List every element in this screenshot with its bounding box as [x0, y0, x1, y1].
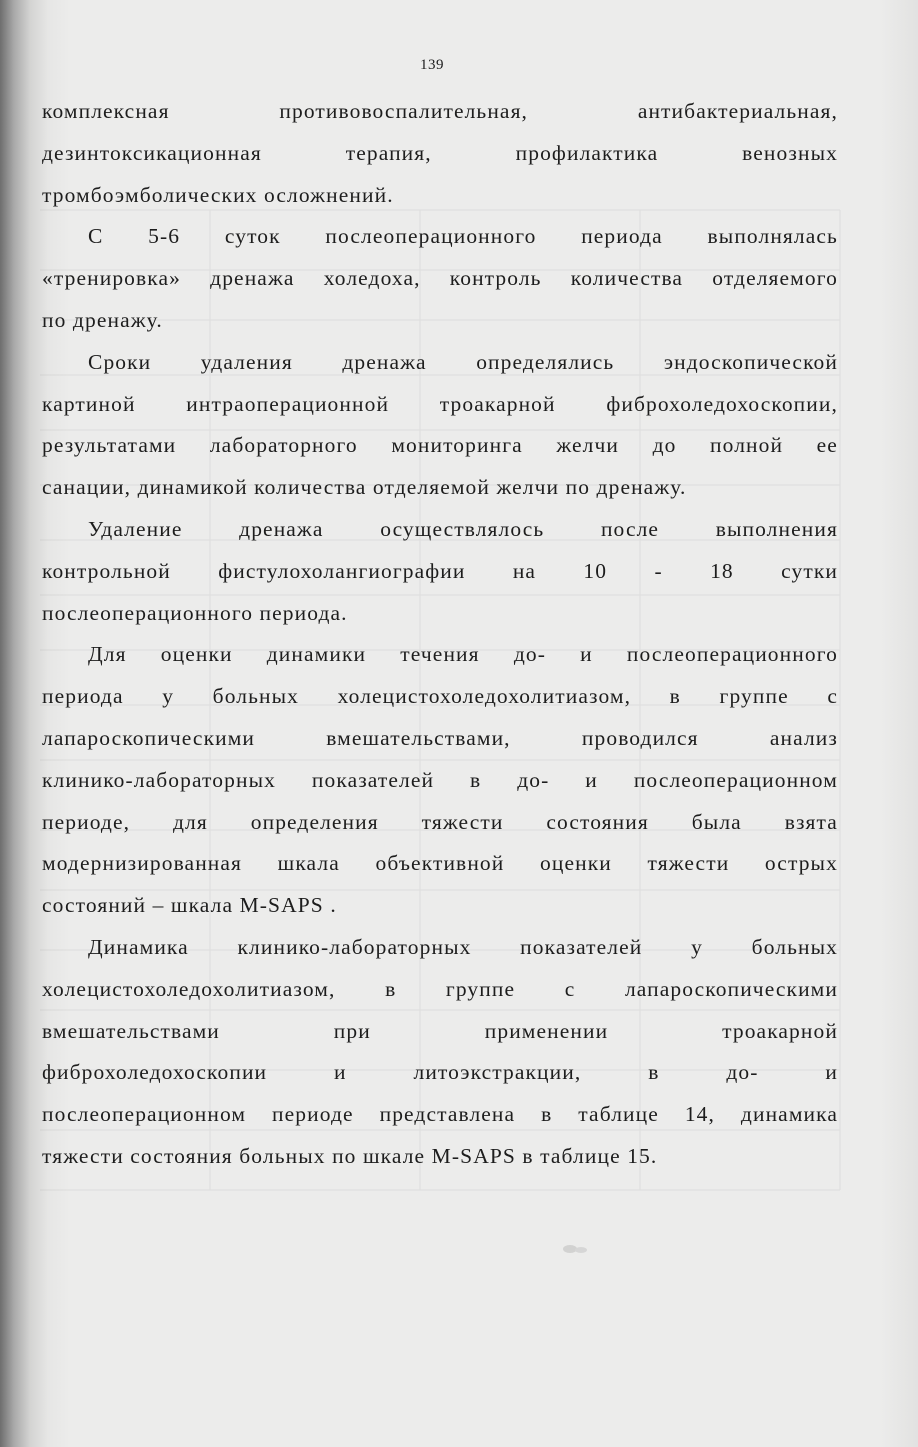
text-line: [42, 760, 838, 802]
word: определения: [250, 809, 379, 834]
word: лапароскопическими: [42, 725, 256, 750]
text-line: [42, 802, 838, 844]
word: послеоперационного: [626, 642, 838, 667]
paragraph: [42, 927, 838, 1178]
word: клинико-лабораторных: [237, 934, 472, 959]
body-text: [42, 91, 838, 1178]
word: картиной: [42, 391, 136, 416]
text-line: [42, 1011, 838, 1053]
text-line: [42, 634, 838, 676]
word: при: [333, 1018, 371, 1043]
word: в: [648, 1060, 660, 1085]
word: таблице: [578, 1102, 659, 1127]
word: у: [691, 934, 703, 959]
word: желчи: [556, 433, 619, 458]
word: и: [334, 1060, 347, 1085]
word: в: [385, 976, 397, 1001]
word: мониторинга: [391, 433, 523, 458]
word: у: [162, 684, 175, 709]
word: динамика: [740, 1102, 838, 1127]
word: до: [652, 433, 677, 458]
text-line: [42, 1052, 838, 1094]
word: фиброхоледохоскопии,: [606, 391, 838, 416]
word: холедоха,: [323, 266, 421, 291]
word: клинико-лабораторных: [42, 767, 276, 792]
word: до-: [517, 767, 550, 792]
word: вмешательствами,: [326, 725, 511, 750]
word: шкала: [277, 851, 340, 876]
text-line: [42, 258, 838, 300]
text-line: [42, 133, 838, 175]
word: литоэкстракции,: [413, 1060, 582, 1085]
word: венозных: [742, 140, 838, 165]
word: фиброхоледохоскопии: [42, 1060, 268, 1085]
word: в: [669, 684, 681, 709]
word: периода: [42, 684, 124, 709]
word: ее: [816, 433, 838, 458]
text-line: [42, 551, 838, 593]
word: представлена: [379, 1102, 516, 1127]
word: острых: [764, 851, 838, 876]
word: показателей: [520, 934, 643, 959]
text-line: [42, 885, 838, 927]
line-text: по дренажу.: [42, 307, 163, 332]
word: показателей: [311, 767, 435, 792]
text-line: [42, 342, 838, 384]
word: С: [88, 224, 104, 249]
text-line: [42, 216, 838, 258]
word: вмешательствами: [42, 1018, 220, 1043]
word: для: [172, 809, 208, 834]
word: количества: [570, 266, 684, 291]
word: послеоперационном: [633, 767, 838, 792]
text-line: [42, 718, 838, 760]
word: взята: [784, 809, 838, 834]
word: Сроки: [88, 349, 152, 374]
word: -: [654, 558, 663, 583]
word: Удаление: [88, 516, 183, 541]
word: проводился: [581, 725, 699, 750]
word: до-: [726, 1060, 759, 1085]
paragraph: [42, 634, 838, 927]
text-line: [42, 843, 838, 885]
paragraph: [42, 509, 838, 634]
word: сутки: [781, 558, 838, 583]
word: анализ: [769, 725, 838, 750]
word: была: [691, 809, 742, 834]
word: осуществлялось: [380, 516, 545, 541]
paragraph: [42, 216, 838, 341]
word: Для: [88, 642, 127, 667]
word: периода: [581, 224, 663, 249]
word: терапия,: [345, 140, 432, 165]
page-number: 139: [420, 57, 444, 73]
text-line: [42, 175, 838, 217]
word: суток: [224, 224, 281, 249]
word: фистулохолангиографии: [218, 558, 466, 583]
word: послеоперационного: [325, 224, 537, 249]
word: дезинтоксикационная: [42, 140, 262, 165]
text-line: [42, 425, 838, 467]
text-line: [42, 467, 838, 509]
word: тяжести: [647, 851, 730, 876]
word: дренажа: [239, 516, 324, 541]
word: полной: [710, 433, 784, 458]
word: троакарной: [722, 1018, 838, 1043]
word: 5-6: [148, 224, 181, 249]
word: объективной: [375, 851, 505, 876]
word: контроль: [449, 266, 542, 291]
word: оценки: [160, 642, 233, 667]
ink-smudge: [560, 1240, 590, 1258]
word: периоде: [272, 1102, 354, 1127]
word: течения: [400, 642, 480, 667]
word: троакарной: [439, 391, 556, 416]
text-line: [42, 969, 838, 1011]
word: контрольной: [42, 558, 171, 583]
word: оценки: [540, 851, 612, 876]
text-line: [42, 300, 838, 342]
word: после: [600, 516, 660, 541]
word: комплексная: [42, 99, 170, 123]
text-line: [42, 593, 838, 635]
word: лапароскопическими: [624, 976, 838, 1001]
line-text: тромбоэмболических осложнений.: [42, 182, 394, 207]
word: применении: [484, 1018, 609, 1043]
word: до-: [513, 642, 546, 667]
word: холецистохоледохолитиазом,: [337, 684, 632, 709]
paragraph: [42, 342, 838, 509]
word: динамики: [266, 642, 367, 667]
word: «тренировка»: [42, 266, 181, 291]
word: и: [580, 642, 593, 667]
word: холецистохоледохолитиазом,: [42, 976, 336, 1001]
line-text: состояний – шкала M-SAPS .: [42, 893, 337, 918]
text-line: [42, 927, 838, 969]
word: модернизированная: [42, 851, 243, 876]
word: в: [470, 767, 482, 792]
text-line: [42, 676, 838, 718]
word: на: [512, 558, 537, 583]
word: 14,: [684, 1102, 715, 1127]
text-line: [42, 1136, 838, 1178]
text-line: [42, 384, 838, 426]
word: выполнялась: [707, 224, 838, 249]
word: больных: [212, 684, 300, 709]
text-line: [42, 1094, 838, 1136]
line-text: санации, динамикой количества отделяемой желчи по дренажу.: [42, 475, 687, 500]
word: с: [827, 684, 838, 709]
word: Динамика: [88, 934, 189, 959]
word: противовоспалительная,: [279, 99, 529, 123]
word: послеоперационном: [42, 1102, 247, 1127]
word: и: [825, 1060, 838, 1085]
word: результатами: [42, 433, 177, 458]
word: периоде,: [42, 809, 131, 834]
word: больных: [751, 934, 838, 959]
text-line: [42, 91, 838, 133]
word: определялись: [476, 349, 615, 374]
line-text: послеоперационного периода.: [42, 600, 348, 625]
line-text: тяжести состояния больных по шкале M-SAPS в таблице 15.: [42, 1143, 658, 1168]
word: дренажа: [210, 266, 295, 291]
word: тяжести: [421, 809, 504, 834]
word: эндоскопической: [663, 349, 838, 374]
word: выполнения: [715, 516, 838, 541]
word: состояния: [546, 809, 649, 834]
text-line: [42, 509, 838, 551]
word: лабораторного: [209, 433, 358, 458]
word: 18: [710, 558, 734, 583]
word: профилактика: [515, 140, 659, 165]
word: дренажа: [342, 349, 427, 374]
word: в: [541, 1102, 553, 1127]
word: интраоперационной: [186, 391, 390, 416]
word: группе: [719, 684, 789, 709]
word: удаления: [200, 349, 293, 374]
word: и: [585, 767, 598, 792]
word: с: [564, 976, 576, 1001]
paragraph: [42, 91, 838, 216]
word: антибактериальная,: [637, 99, 838, 123]
word: 10: [583, 558, 608, 583]
word: отделяемого: [712, 266, 838, 291]
word: группе: [445, 976, 516, 1001]
